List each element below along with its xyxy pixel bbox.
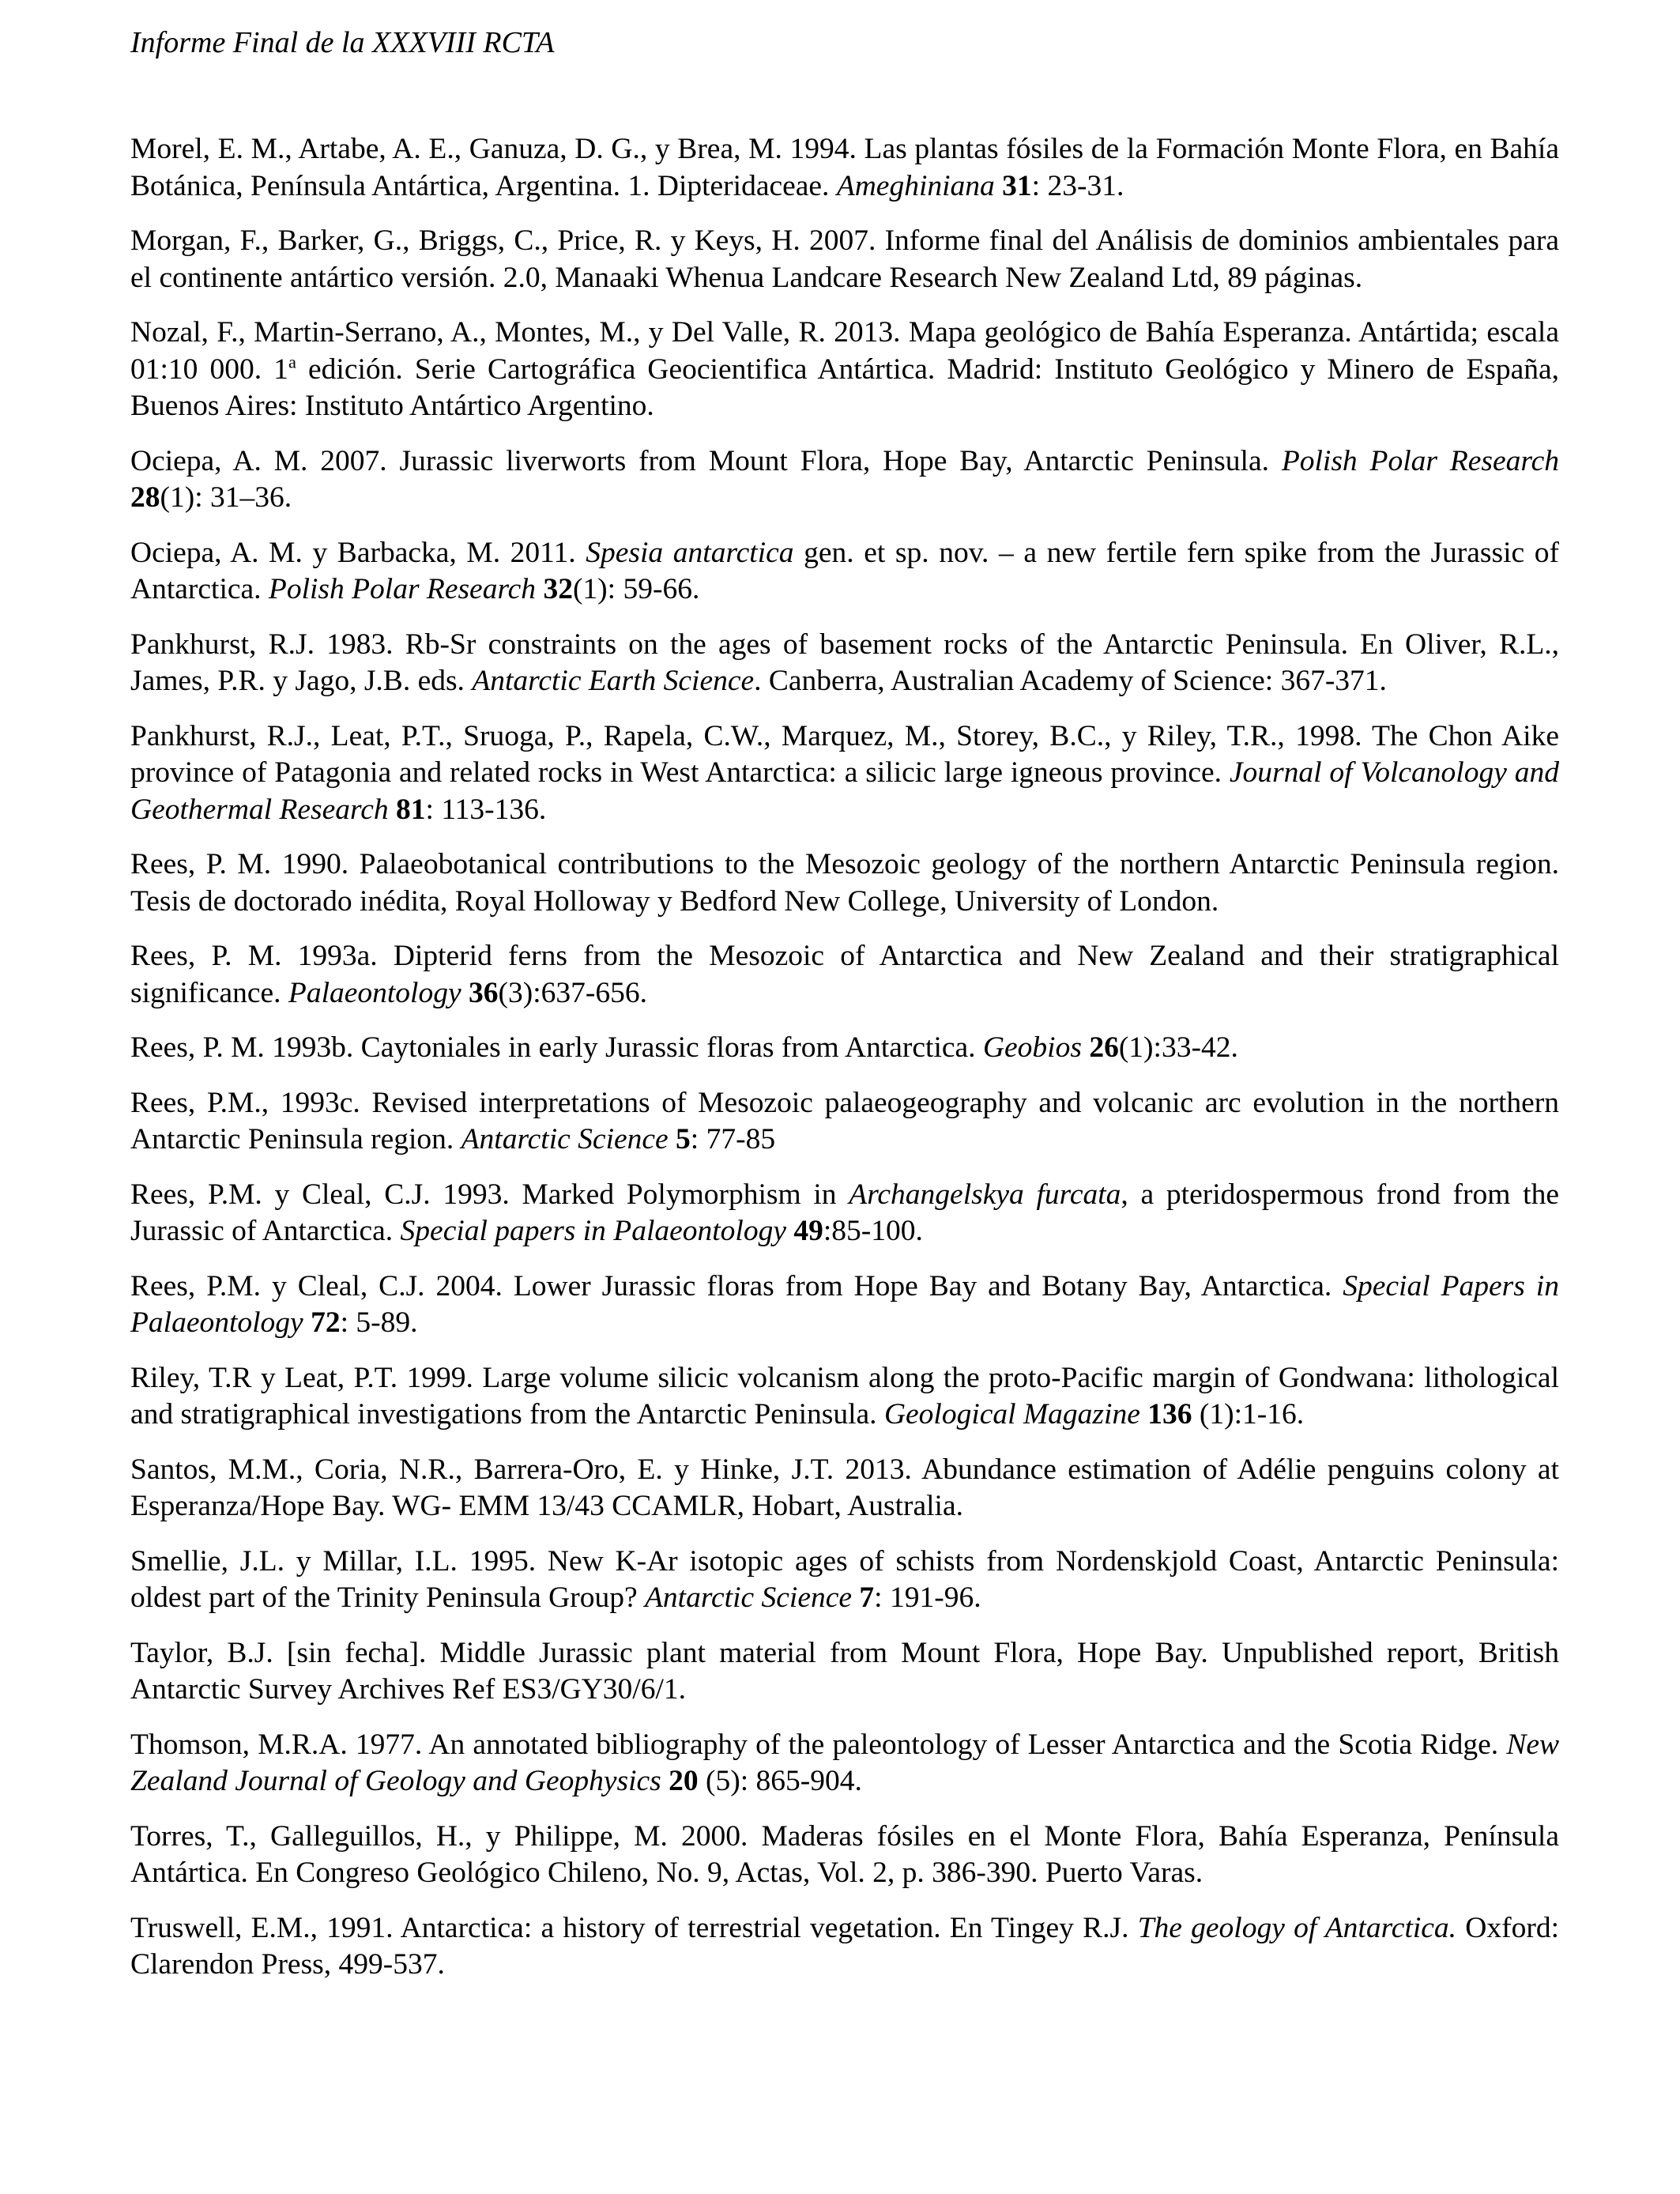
- reference-text: edición. Serie Cartográfica Geocientifica Antártica. Madrid: Instituto Geológico y Minero de España, Buenos Aires: Instituto Antártico Argentino.: [130, 352, 1559, 422]
- reference-text: Truswell, E.M., 1991. Antarctica: a history of terrestrial vegetation. En Tingey R.J.: [130, 1911, 1138, 1944]
- italic-text: Archangelskya furcata: [849, 1178, 1121, 1211]
- reference-text: Rees, P. M. 1993a. Dipterid ferns from the Mesozoic of Antarctica and New Zealand and their stratigraphical significance.: [130, 940, 1559, 1009]
- reference-text: [852, 1581, 859, 1614]
- reference-text: gen. et sp. nov. – a new fertile fern spike from the Jurassic of Antarctica.: [130, 536, 1560, 605]
- reference-text: (3):637-656.: [498, 976, 648, 1009]
- reference-text: Pankhurst, R.J. 1983. Rb-Sr constraints on the ages of basement rocks of the Antarctic Peninsula. En Oliver, R.L., James, P.R. y Jago, J.B. eds.: [130, 628, 1559, 697]
- reference-text: , a pteridospermous frond from the Jurassic of Antarctica.: [130, 1178, 1559, 1247]
- bold-text: 136: [1147, 1398, 1192, 1431]
- reference-entry: [130, 1635, 1559, 1709]
- italic-text: Journal of Volcanology and Geothermal Research: [130, 756, 1559, 826]
- reference-text: (5): 865-904.: [698, 1765, 862, 1797]
- reference-entry: [130, 1544, 1559, 1617]
- bold-text: 5: [676, 1123, 691, 1155]
- reference-entry: [130, 1727, 1559, 1800]
- reference-text: : 5-89.: [340, 1306, 418, 1339]
- reference-text: Oxford: Clarendon Press, 499-537.: [130, 1911, 1560, 1981]
- reference-text: [669, 1123, 676, 1155]
- reference-text: Rees, P. M. 1990. Palaeobotanical contributions to the Mesozoic geology of the northern Antarctic Peninsula region. Tesis de doctorado inédita, Royal Holloway y Bedford New College, University of London.: [130, 848, 1559, 918]
- italic-text: Palaeontology: [288, 976, 461, 1009]
- reference-text: [786, 1215, 793, 1247]
- reference-text: : 23-31.: [1031, 169, 1124, 202]
- reference-entry: [130, 1819, 1559, 1892]
- italic-text: Special Papers in Palaeontology: [130, 1269, 1559, 1339]
- reference-text: Ociepa, A. M. 2007. Jurassic liverworts from Mount Flora, Hope Bay, Antarctic Peninsula.: [130, 444, 1282, 477]
- reference-entry: [130, 315, 1559, 425]
- reference-text: : 113-136.: [425, 793, 547, 826]
- reference-text: Rees, P.M. y Cleal, C.J. 2004. Lower Jurassic floras from Hope Bay and Botany Bay, Antarctica.: [130, 1269, 1343, 1302]
- reference-text: Smellie, J.L. y Millar, I.L. 1995. New K-Ar isotopic ages of schists from Nordenskjold Coast, Antarctic Peninsula: oldest part of the Trinity Peninsula Group?: [130, 1544, 1559, 1614]
- bold-text: 7: [859, 1581, 875, 1614]
- reference-entry: [130, 627, 1559, 700]
- reference-text: [1140, 1398, 1147, 1431]
- italic-text: Geological Magazine: [883, 1398, 1140, 1431]
- reference-text: : 77-85: [690, 1123, 776, 1155]
- reference-text: Rees, P.M. y Cleal, C.J. 1993. Marked Polymorphism in: [130, 1178, 849, 1211]
- italic-text: New Zealand Journal of Geology and Geophysics: [130, 1728, 1559, 1797]
- reference-entry: [130, 1910, 1559, 1984]
- reference-text: [303, 1306, 311, 1339]
- reference-text: (1): 31–36.: [160, 481, 292, 514]
- reference-list: [130, 131, 1559, 2002]
- reference-entry: [130, 718, 1559, 829]
- italic-text: Ameghiniana: [836, 169, 995, 202]
- italic-text: Geobios: [982, 1031, 1082, 1064]
- italic-text: Spesia antarctica: [586, 536, 794, 569]
- reference-text: Taylor, B.J. [sin fecha]. Middle Jurassic plant material from Mount Flora, Hope Bay. Unpublished report, British Antarctic Survey Archives Ref ES3/GY30/6/1.: [130, 1636, 1559, 1706]
- reference-entry: [130, 1085, 1559, 1159]
- bold-text: 26: [1089, 1031, 1119, 1064]
- reference-entry: [130, 535, 1559, 609]
- reference-text: Ociepa, A. M. y Barbacka, M. 2011.: [130, 536, 586, 569]
- reference-entry: [130, 443, 1559, 517]
- reference-text: [389, 794, 396, 826]
- reference-text: Rees, P. M. 1993b. Caytoniales in early Jurassic floras from Antarctica.: [130, 1031, 983, 1064]
- superscript-text: a: [288, 352, 296, 371]
- italic-text: Antarctic Science: [461, 1123, 669, 1155]
- reference-entry: [130, 1030, 1559, 1067]
- reference-text: Riley, T.R y Leat, P.T. 1999. Large volume silicic volcanism along the proto-Pacific margin of Gondwana: lithological and stratigraphical investigations from the Antarctic Peninsula.: [130, 1361, 1559, 1431]
- bold-text: 72: [311, 1306, 341, 1339]
- reference-text: : 191-96.: [874, 1581, 981, 1614]
- reference-text: Rees, P.M., 1993c. Revised interpretations of Mesozoic palaeogeography and volcanic arc evolution in the northern Antarctic Peninsula region.: [130, 1086, 1559, 1155]
- bold-text: 32: [543, 573, 573, 605]
- reference-text: (1):33-42.: [1118, 1031, 1238, 1064]
- reference-text: Thomson, M.R.A. 1977. An annotated bibliography of the paleontology of Lesser Antarctica and the Scotia Ridge.: [130, 1728, 1507, 1761]
- reference-text: (1): 59-66.: [572, 573, 700, 605]
- reference-entry: [130, 223, 1559, 296]
- bold-text: 31: [1002, 169, 1032, 202]
- reference-text: . Canberra, Australian Academy of Science: 367-371.: [754, 665, 1387, 697]
- italic-text: Polish Polar Research: [1281, 444, 1559, 477]
- bold-text: 36: [469, 976, 499, 1009]
- reference-text: [461, 977, 469, 1009]
- bold-text: 20: [669, 1765, 699, 1797]
- reference-entry: [130, 1177, 1559, 1250]
- reference-text: Nozal, F., Martin-Serrano, A., Montes, M., y Del Valle, R. 2013. Mapa geológico de Bahía Esperanza. Antártida; escala 01:10 000. 1: [130, 316, 1559, 386]
- reference-text: [661, 1765, 669, 1797]
- reference-text: [1082, 1031, 1089, 1064]
- reference-text: Torres, T., Galleguillos, H., y Philippe, M. 2000. Maderas fósiles en el Monte Flora, Bahía Esperanza, Península Antártica. En Congreso Geológico Chileno, No. 9, Actas, Vol. 2, p. 386-390. Puerto Varas.: [130, 1819, 1559, 1889]
- page-header: Informe Final de la XXXVIII RCTA: [130, 26, 555, 59]
- italic-text: Special papers in Palaeontology: [400, 1215, 786, 1247]
- reference-text: Morgan, F., Barker, G., Briggs, C., Price, R. y Keys, H. 2007. Informe final del Análisis de dominios ambientales para el continente antártico versión. 2.0, Manaaki Whenua Landcare Research New Zealand Ltd, 89 páginas.: [130, 224, 1559, 294]
- bold-text: 49: [793, 1215, 823, 1247]
- reference-text: (1):1-16.: [1192, 1398, 1305, 1431]
- reference-text: :85-100.: [823, 1215, 923, 1247]
- reference-text: Santos, M.M., Coria, N.R., Barrera-Oro, E. y Hinke, J.T. 2013. Abundance estimation of Adélie penguins colony at Esperanza/Hope Bay. WG- EMM 13/43 CCAMLR, Hobart, Australia.: [130, 1453, 1559, 1522]
- reference-entry: [130, 1452, 1559, 1525]
- reference-entry: [130, 938, 1559, 1012]
- reference-entry: [130, 1360, 1559, 1434]
- italic-text: Antarctic Earth Science: [472, 665, 755, 697]
- italic-text: Polish Polar Research: [268, 573, 537, 605]
- bold-text: 81: [396, 793, 426, 826]
- italic-text: The geology of Antarctica.: [1137, 1911, 1457, 1944]
- reference-text: Morel, E. M., Artabe, A. E., Ganuza, D. G., y Brea, M. 1994. Las plantas fósiles de la Formación Monte Flora, en Bahía Botánica, Península Antártica, Argentina. 1. Dipteridaceae.: [130, 133, 1559, 202]
- reference-text: [995, 170, 1002, 202]
- reference-entry: [130, 1269, 1559, 1342]
- reference-entry: [130, 846, 1559, 920]
- italic-text: Antarctic Science: [645, 1581, 853, 1614]
- reference-entry: [130, 131, 1559, 205]
- bold-text: 28: [130, 481, 160, 514]
- reference-text: Pankhurst, R.J., Leat, P.T., Sruoga, P., Rapela, C.W., Marquez, M., Storey, B.C., y Riley, T.R., 1998. The Chon Aike province of Patagonia and related rocks in West Antarctica: a silicic large igneous province.: [130, 719, 1559, 789]
